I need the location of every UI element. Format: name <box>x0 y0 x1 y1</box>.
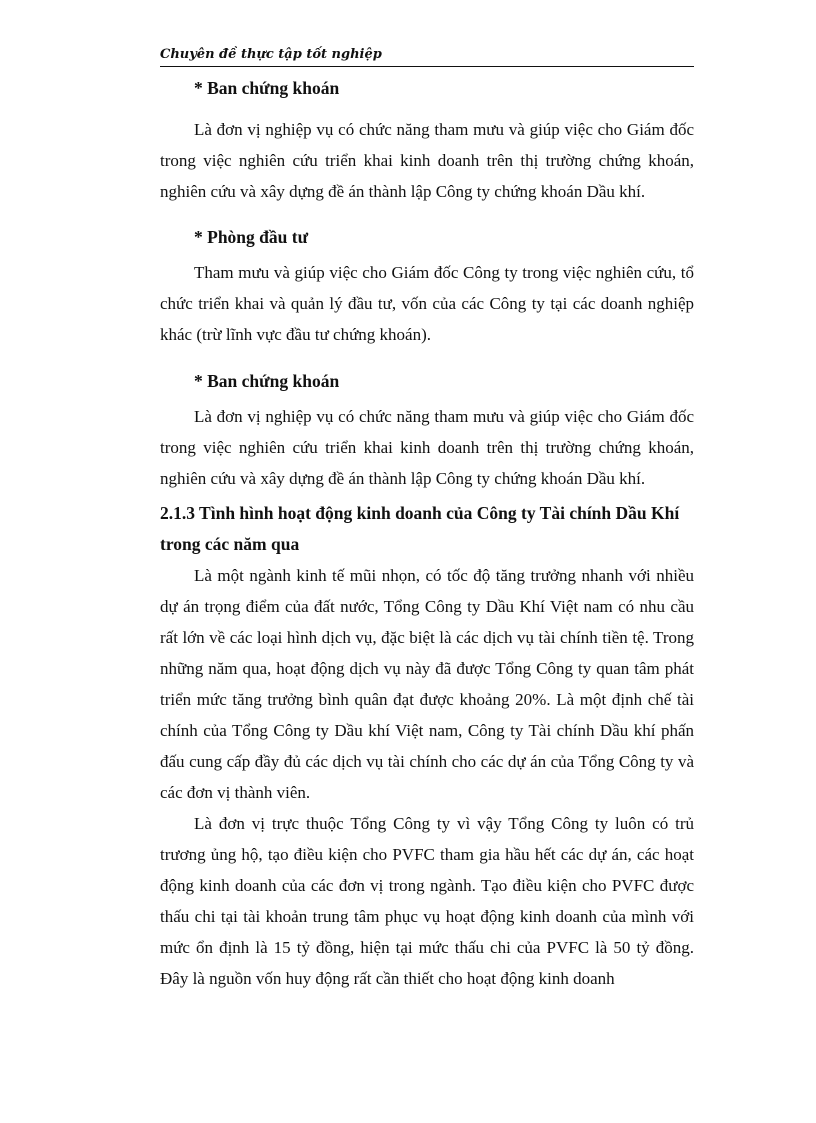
section-heading: * Phòng đầu tư <box>194 227 309 247</box>
section-paragraph: Là đơn vị nghiệp vụ có chức năng tham mưu và giúp việc cho Giám đốc trong việc nghiên cứu triển khai kinh doanh trên thị trường chứng khoán, nghiên cứu và xây dựng đề án thành lập Công ty chứng khoán Dầu khí. <box>160 120 694 201</box>
section-phong-dau-tu <box>160 223 694 350</box>
section-heading: * Ban chứng khoán <box>194 78 340 98</box>
page-content <box>160 74 694 994</box>
section-paragraph: Tham mưu và giúp việc cho Giám đốc Công ty trong việc nghiên cứu, tổ chức triển khai và quản lý đầu tư, vốn của các Công ty tại các doanh nghiệp khác (trừ lĩnh vực đầu tư chứng khoán). <box>160 263 694 344</box>
section-heading: * Ban chứng khoán <box>194 371 340 391</box>
header-rule <box>160 66 694 67</box>
running-header: Chuyên đề thực tập tốt nghiệp <box>160 47 382 62</box>
body-paragraph: Là đơn vị trực thuộc Tổng Công ty vì vậy Tổng Công ty luôn có trủ trương ủng hộ, tạo điều kiện cho PVFC tham gia hầu hết các dự án, các hoạt động kinh doanh của các đơn vị trong ngành. Tạo điều kiện cho PVFC được thấu chi tại tài khoản trung tâm phục vụ hoạt động kinh doanh của mình với mức ổn định là 15 tỷ đồng, hiện tại mức thấu chi của PVFC là 50 tỷ đồng. Đây là nguồn vốn huy động rất cần thiết cho hoạt động kinh doanh <box>160 814 694 988</box>
section-paragraph: Là đơn vị nghiệp vụ có chức năng tham mưu và giúp việc cho Giám đốc trong việc nghiên cứu triển khai kinh doanh trên thị trường chứng khoán, nghiên cứu và xây dựng đề án thành lập Công ty chứng khoán Dầu khí. <box>160 407 694 488</box>
section-ban-chung-khoan-1 <box>160 74 694 207</box>
section-2-1-3 <box>160 498 694 994</box>
section-title: 2.1.3 Tình hình hoạt động kinh doanh của Công ty Tài chính Dầu Khí trong các năm qua <box>160 503 680 554</box>
section-ban-chung-khoan-2 <box>160 367 694 494</box>
body-paragraph: Là một ngành kinh tế mũi nhọn, có tốc độ tăng trưởng nhanh với nhiều dự án trọng điểm của đất nước, Tổng Công ty Dầu Khí Việt nam có nhu cầu rất lớn về các loại hình dịch vụ, đặc biệt là các dịch vụ tài chính tiền tệ. Trong những năm qua, hoạt động dịch vụ này đã được Tổng Công ty quan tâm phát triển mức tăng trưởng bình quân đạt được khoảng 20%. Là một định chế tài chính của Tổng Công ty Dầu khí Việt nam, Công ty Tài chính Dầu khí phấn đấu cung cấp đầy đủ các dịch vụ tài chính cho các dự án của Tổng Công ty và các đơn vị thành viên. <box>160 566 694 802</box>
